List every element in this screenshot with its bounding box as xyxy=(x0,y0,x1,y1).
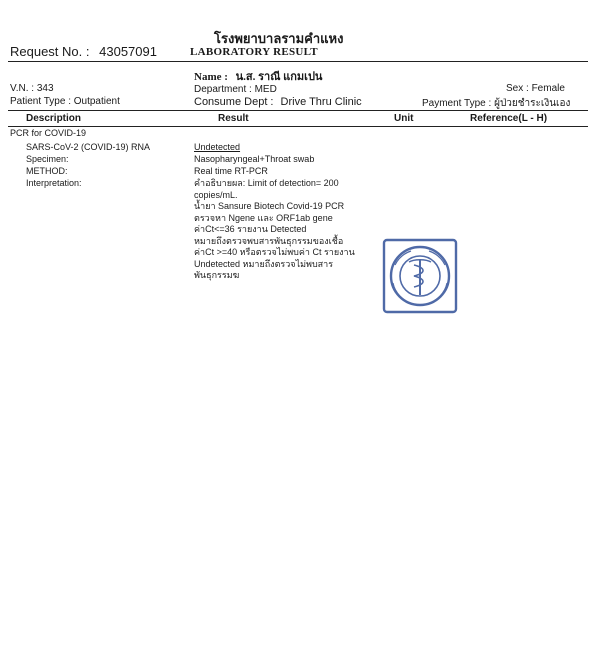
result-value: Undetected xyxy=(194,142,241,152)
table-row-label: METHOD: xyxy=(26,166,68,176)
department-label: Department : xyxy=(194,84,252,95)
patient-type-label: Patient Type : xyxy=(10,96,71,107)
header-divider xyxy=(8,61,588,62)
method-value: Real time RT-PCR xyxy=(194,166,268,176)
payment-type-label: Payment Type : xyxy=(422,98,492,109)
patient-name-row xyxy=(194,67,322,85)
hospital-seal-stamp xyxy=(381,237,459,315)
table-header-divider xyxy=(8,126,588,127)
report-title: LABORATORY RESULT xyxy=(190,46,318,58)
patient-name: น.ส. ราณี แกมเปน xyxy=(235,71,323,83)
interpretation-line: คำอธิบายผล: Limit of detection= 200 xyxy=(194,178,339,188)
table-row-label: Interpretation: xyxy=(26,178,82,188)
table-row-label: SARS-CoV-2 (COVID-19) RNA xyxy=(26,142,151,152)
info-divider xyxy=(8,110,588,111)
interpretation-line: หมายถึงตรวจพบสารพันธุกรรมของเชื้อ xyxy=(194,235,344,246)
vn-label: V.N. : xyxy=(10,83,35,94)
interpretation-text xyxy=(194,178,369,282)
department-row xyxy=(194,84,277,95)
column-header-unit: Unit xyxy=(394,113,414,124)
interpretation-line: copies/mL. xyxy=(194,189,238,200)
column-header-description: Description xyxy=(26,113,82,124)
interpretation-line: ตรวจหา Ngene และ ORF1ab gene xyxy=(194,212,333,223)
sex-label: Sex : xyxy=(506,83,529,94)
interpretation-line: ค่าCt >=40 หรือตรวจไม่พบค่า Ct รายงาน xyxy=(194,247,355,257)
vn-value: 343 xyxy=(36,83,54,94)
patient-type-row xyxy=(10,96,120,107)
sex-value: Female xyxy=(531,83,565,94)
patient-type-value: Outpatient xyxy=(73,96,120,107)
column-header-reference: Reference(L - H) xyxy=(470,113,548,124)
consume-dept-value: Drive Thru Clinic xyxy=(280,96,362,108)
department-value: MED xyxy=(254,84,277,95)
interpretation-line: ค่าCt<=36 รายงาน Detected xyxy=(194,224,307,234)
interpretation-line: น้ำยา Sansure Biotech Covid-19 PCR xyxy=(194,201,345,211)
consume-dept-label: Consume Dept : xyxy=(194,96,274,108)
payment-type-value: ผู้ป่วยชำระเงินเอง xyxy=(494,98,571,109)
specimen-value: Nasopharyngeal+Throat swab xyxy=(194,154,315,164)
request-label: Request No. : xyxy=(10,44,90,59)
sex-row xyxy=(506,83,565,94)
test-group-label: PCR for COVID-19 xyxy=(10,128,87,138)
vn-row xyxy=(10,83,54,94)
column-header-result: Result xyxy=(218,113,249,124)
hospital-name: โรงพยาบาลรามคำแหง xyxy=(214,31,344,46)
consume-dept-row xyxy=(194,96,362,108)
interpretation-line: Undetected หมายถึงตรวจไม่พบสาร xyxy=(194,258,334,269)
table-row-label: Specimen: xyxy=(26,154,69,164)
payment-type-row xyxy=(422,96,570,111)
interpretation-line: พันธุกรรมฆ xyxy=(194,270,240,280)
name-label: Name : xyxy=(194,71,228,83)
request-number-row xyxy=(10,44,157,59)
request-number: 43057091 xyxy=(99,44,157,59)
